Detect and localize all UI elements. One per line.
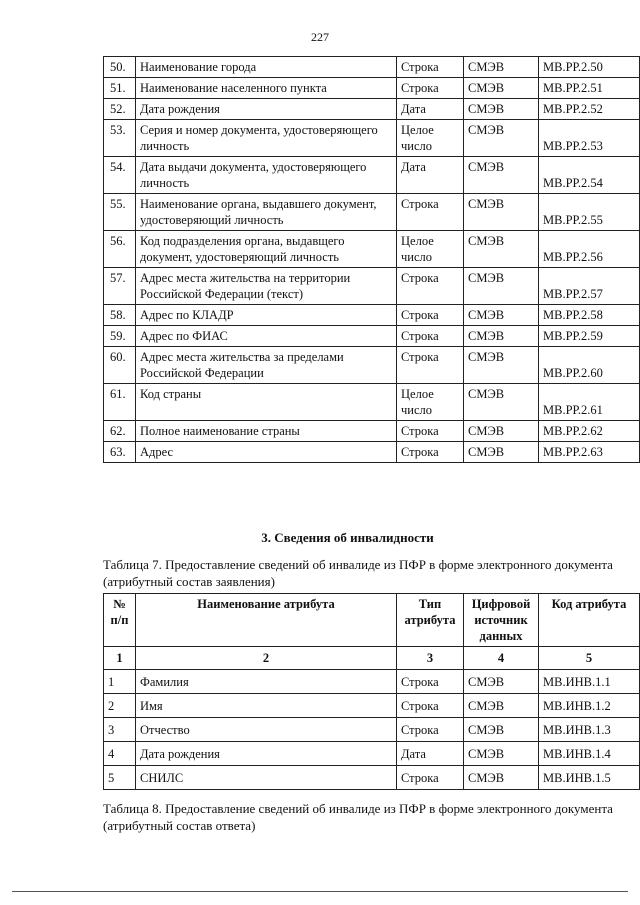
- attribute-type-cell: Целое число: [397, 120, 464, 157]
- data-source-cell: СМЭВ: [464, 384, 539, 421]
- footer-rule: [12, 891, 628, 892]
- attribute-code-cell: МВ.РР.2.54: [539, 157, 640, 194]
- header-code: Код атрибута: [539, 594, 640, 647]
- attribute-type-cell: Строка: [397, 694, 464, 718]
- index-cell: 1: [104, 647, 136, 670]
- index-cell: 2: [136, 647, 397, 670]
- attribute-name-cell: Наименование органа, выдавшего документ, удостоверяющий личность: [136, 194, 397, 231]
- data-source-cell: СМЭВ: [464, 442, 539, 463]
- attribute-type-cell: Строка: [397, 326, 464, 347]
- data-source-cell: СМЭВ: [464, 742, 539, 766]
- row-number-cell: 60.: [104, 347, 136, 384]
- table-row: [104, 694, 640, 718]
- row-number-cell: 51.: [104, 78, 136, 99]
- attribute-code-cell: МВ.РР.2.58: [539, 305, 640, 326]
- data-source-cell: СМЭВ: [464, 78, 539, 99]
- row-number-cell: 61.: [104, 384, 136, 421]
- attribute-type-cell: Строка: [397, 78, 464, 99]
- row-number-cell: 4: [104, 742, 136, 766]
- attribute-type-cell: Дата: [397, 157, 464, 194]
- data-source-cell: СМЭВ: [464, 718, 539, 742]
- index-cell: 4: [464, 647, 539, 670]
- data-source-cell: СМЭВ: [464, 670, 539, 694]
- attribute-code-cell: МВ.РР.2.59: [539, 326, 640, 347]
- attribute-code-cell: МВ.РР.2.60: [539, 347, 640, 384]
- table-row: [104, 305, 640, 326]
- attribute-code-cell: МВ.РР.2.55: [539, 194, 640, 231]
- attribute-type-cell: Строка: [397, 718, 464, 742]
- row-number-cell: 50.: [104, 57, 136, 78]
- attribute-type-cell: Строка: [397, 268, 464, 305]
- attribute-type-cell: Целое число: [397, 231, 464, 268]
- row-number-cell: 54.: [104, 157, 136, 194]
- row-number-cell: 56.: [104, 231, 136, 268]
- attribute-code-cell: МВ.РР.2.63: [539, 442, 640, 463]
- index-cell: 5: [539, 647, 640, 670]
- attribute-code-cell: МВ.РР.2.51: [539, 78, 640, 99]
- table-row: [104, 742, 640, 766]
- table-row: [104, 78, 640, 99]
- attribute-name-cell: Наименование населенного пункта: [136, 78, 397, 99]
- data-source-cell: СМЭВ: [464, 347, 539, 384]
- attribute-name-cell: Дата рождения: [136, 99, 397, 120]
- header-name: Наименование атрибута: [136, 594, 397, 647]
- attributes-table-continued: [103, 56, 640, 463]
- attribute-code-cell: МВ.РР.2.52: [539, 99, 640, 120]
- attribute-name-cell: Адрес по ФИАС: [136, 326, 397, 347]
- header-num: № п/п: [104, 594, 136, 647]
- row-number-cell: 55.: [104, 194, 136, 231]
- attribute-type-cell: Строка: [397, 305, 464, 326]
- table-row: [104, 442, 640, 463]
- table-row: [104, 347, 640, 384]
- attribute-name-cell: Фамилия: [136, 670, 397, 694]
- header-source: Цифровой источник данных: [464, 594, 539, 647]
- data-source-cell: СМЭВ: [464, 421, 539, 442]
- table-row: [104, 326, 640, 347]
- table-row: [104, 421, 640, 442]
- page-number: 227: [311, 30, 329, 44]
- row-number-cell: 2: [104, 694, 136, 718]
- attribute-code-cell: МВ.ИНВ.1.2: [539, 694, 640, 718]
- attribute-name-cell: Код страны: [136, 384, 397, 421]
- attribute-name-cell: СНИЛС: [136, 766, 397, 790]
- table-row: [104, 194, 640, 231]
- data-source-cell: СМЭВ: [464, 194, 539, 231]
- row-number-cell: 59.: [104, 326, 136, 347]
- attribute-name-cell: Адрес места жительства за пределами Российской Федерации: [136, 347, 397, 384]
- attribute-name-cell: Адрес места жительства на территории Российской Федерации (текст): [136, 268, 397, 305]
- data-source-cell: СМЭВ: [464, 57, 539, 78]
- attribute-code-cell: МВ.ИНВ.1.4: [539, 742, 640, 766]
- attribute-code-cell: МВ.РР.2.56: [539, 231, 640, 268]
- attribute-type-cell: Строка: [397, 442, 464, 463]
- row-number-cell: 53.: [104, 120, 136, 157]
- table-row: [104, 718, 640, 742]
- attribute-type-cell: Строка: [397, 57, 464, 78]
- table-row: [104, 99, 640, 120]
- attribute-type-cell: Дата: [397, 99, 464, 120]
- table-7: [103, 593, 640, 790]
- attribute-code-cell: МВ.РР.2.50: [539, 57, 640, 78]
- index-cell: 3: [397, 647, 464, 670]
- attribute-code-cell: МВ.ИНВ.1.1: [539, 670, 640, 694]
- table-row: [104, 57, 640, 78]
- row-number-cell: 62.: [104, 421, 136, 442]
- attribute-code-cell: МВ.РР.2.62: [539, 421, 640, 442]
- data-source-cell: СМЭВ: [464, 326, 539, 347]
- attribute-type-cell: Строка: [397, 194, 464, 231]
- attribute-code-cell: МВ.РР.2.57: [539, 268, 640, 305]
- row-number-cell: 3: [104, 718, 136, 742]
- header-type: Тип атрибута: [397, 594, 464, 647]
- attribute-type-cell: Строка: [397, 421, 464, 442]
- data-source-cell: СМЭВ: [464, 766, 539, 790]
- attribute-name-cell: Код подразделения органа, выдавщего документ, удостоверяющий личность: [136, 231, 397, 268]
- section-heading: 3. Сведения об инвалидности: [261, 530, 434, 545]
- attribute-name-cell: Адрес: [136, 442, 397, 463]
- attribute-type-cell: Строка: [397, 670, 464, 694]
- table-7-caption: Таблица 7. Предоставление сведений об инвалиде из ПФР в форме электронного документа (атрибутный состав заявления): [103, 557, 613, 589]
- column-index-row: [104, 647, 640, 670]
- table-8-caption: Таблица 8. Предоставление сведений об инвалиде из ПФР в форме электронного документа (атрибутный состав ответа): [103, 801, 613, 833]
- attribute-code-cell: МВ.ИНВ.1.3: [539, 718, 640, 742]
- attribute-type-cell: Строка: [397, 766, 464, 790]
- attribute-name-cell: Дата рождения: [136, 742, 397, 766]
- data-source-cell: СМЭВ: [464, 694, 539, 718]
- attribute-code-cell: МВ.РР.2.61: [539, 384, 640, 421]
- row-number-cell: 57.: [104, 268, 136, 305]
- attribute-name-cell: Полное наименование страны: [136, 421, 397, 442]
- table-row: [104, 157, 640, 194]
- attribute-name-cell: Отчество: [136, 718, 397, 742]
- table-row: [104, 766, 640, 790]
- table-row: [104, 384, 640, 421]
- attribute-name-cell: Серия и номер документа, удостоверяющего личность: [136, 120, 397, 157]
- attribute-type-cell: Строка: [397, 347, 464, 384]
- attribute-name-cell: Адрес по КЛАДР: [136, 305, 397, 326]
- row-number-cell: 1: [104, 670, 136, 694]
- attribute-code-cell: МВ.ИНВ.1.5: [539, 766, 640, 790]
- table-row: [104, 120, 640, 157]
- data-source-cell: СМЭВ: [464, 99, 539, 120]
- row-number-cell: 63.: [104, 442, 136, 463]
- attribute-name-cell: Дата выдачи документа, удостоверяющего личность: [136, 157, 397, 194]
- data-source-cell: СМЭВ: [464, 120, 539, 157]
- row-number-cell: 52.: [104, 99, 136, 120]
- data-source-cell: СМЭВ: [464, 157, 539, 194]
- data-source-cell: СМЭВ: [464, 305, 539, 326]
- row-number-cell: 58.: [104, 305, 136, 326]
- attribute-code-cell: МВ.РР.2.53: [539, 120, 640, 157]
- attribute-name-cell: Наименование города: [136, 57, 397, 78]
- row-number-cell: 5: [104, 766, 136, 790]
- table-row: [104, 231, 640, 268]
- table-row: [104, 670, 640, 694]
- table-row: [104, 268, 640, 305]
- attribute-type-cell: Дата: [397, 742, 464, 766]
- table-header-row: [104, 594, 640, 647]
- attribute-type-cell: Целое число: [397, 384, 464, 421]
- attribute-name-cell: Имя: [136, 694, 397, 718]
- data-source-cell: СМЭВ: [464, 268, 539, 305]
- data-source-cell: СМЭВ: [464, 231, 539, 268]
